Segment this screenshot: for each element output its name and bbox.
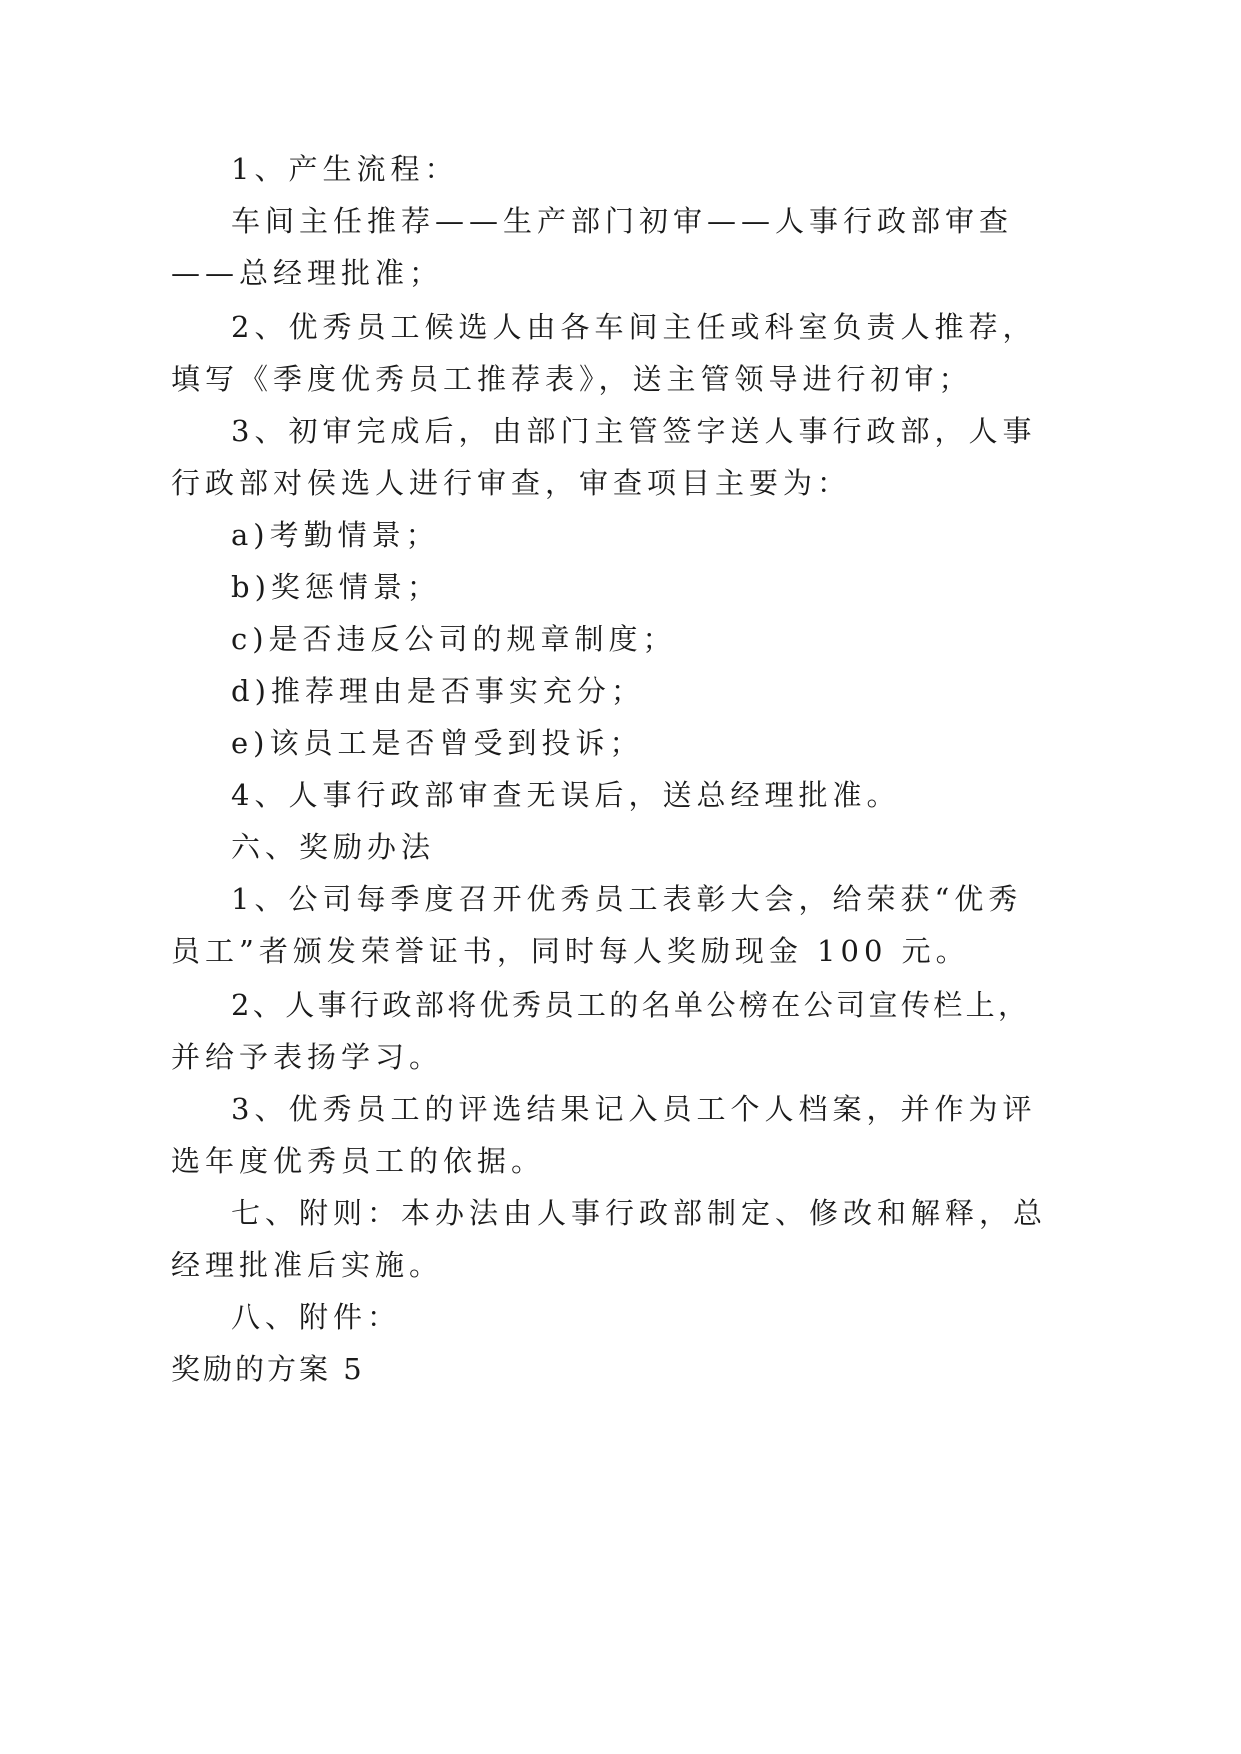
section-heading: 六、奖励办法: [231, 830, 436, 864]
text-line: a)考勤情景；: [231, 518, 440, 552]
text-line: 2、优秀员工候选人由各车间主任或科室负责人推荐，: [231, 310, 1037, 344]
text-line: 1、产生流程：: [231, 152, 459, 186]
text-line: 经理批准后实施。: [171, 1248, 444, 1282]
text-line: 3、初审完成后，由部门主管签字送人事行政部，人事: [231, 414, 1037, 448]
section-heading: 八、附件：: [231, 1300, 402, 1334]
text-line: 车间主任推荐——生产部门初审——人事行政部审查: [231, 204, 1014, 238]
text-line: 3、优秀员工的评选结果记入员工个人档案，并作为评: [231, 1092, 1037, 1126]
text-line: b)奖惩情景；: [231, 570, 441, 604]
text-line: e)该员工是否曾受到投诉；: [231, 726, 644, 760]
text-line: 2、人事行政部将优秀员工的名单公榜在公司宣传栏上，: [231, 988, 1031, 1022]
text-line: 并给予表扬学习。: [171, 1040, 444, 1074]
text-line: 填写《季度优秀员工推荐表》，送主管领导进行初审；: [171, 362, 973, 396]
text-line: ——总经理批准；: [171, 256, 444, 290]
text-line: 行政部对侯选人进行审查，审查项目主要为：: [171, 466, 852, 500]
text-line: c)是否违反公司的规章制度；: [231, 622, 677, 656]
text-line: 员工”者颁发荣誉证书，同时每人奖励现金 100 元。: [171, 934, 970, 968]
text-line: 选年度优秀员工的依据。: [171, 1144, 546, 1178]
text-line: 4、人事行政部审查无误后，送总经理批准。: [231, 778, 901, 812]
document-title: 奖励的方案 5: [171, 1352, 365, 1386]
text-line: 1、公司每季度召开优秀员工表彰大会，给荣获“优秀: [231, 882, 1023, 916]
text-line: d)推荐理由是否事实充分；: [231, 674, 645, 708]
section-heading: 七、附则：本办法由人事行政部制定、修改和解释，总: [231, 1196, 1048, 1230]
